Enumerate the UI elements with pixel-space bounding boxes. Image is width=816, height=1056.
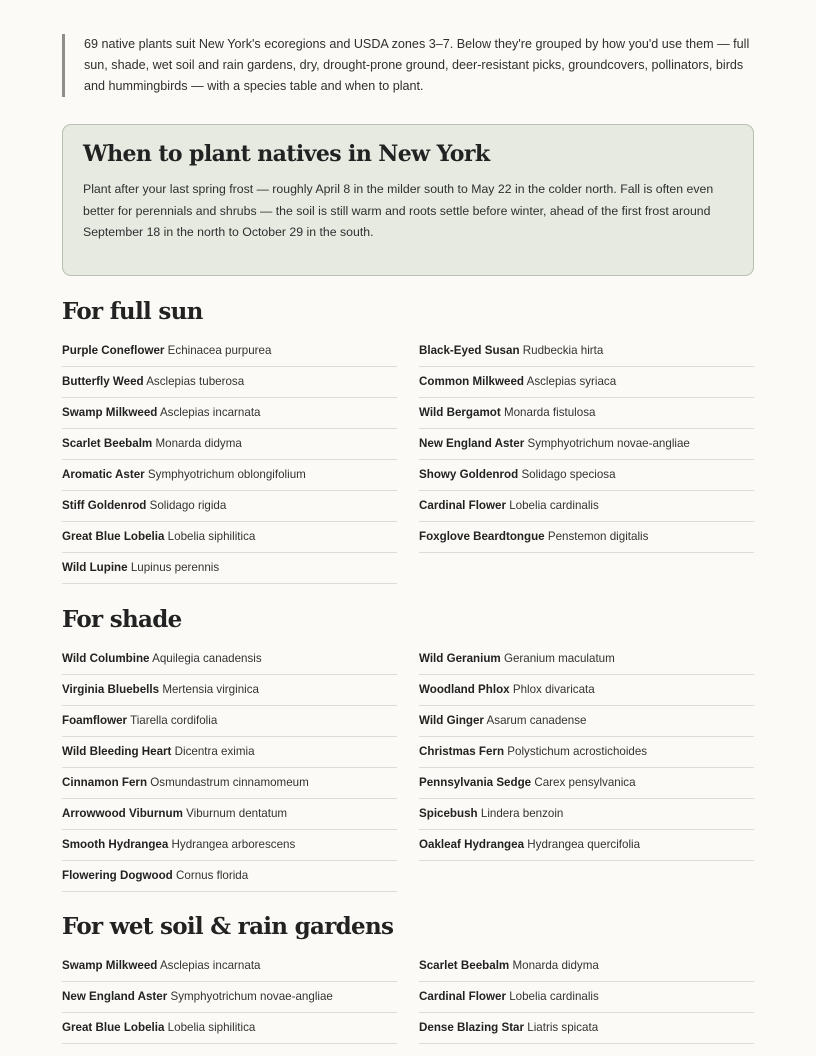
plant-common-name: Wild Columbine (62, 652, 150, 665)
plant-common-name: Foamflower (62, 714, 128, 727)
plant-list-item (62, 553, 397, 584)
plant-list-item (62, 460, 397, 491)
plant-list-item (419, 675, 754, 706)
plant-common-name: Purple Coneflower (62, 344, 165, 357)
plant-list-item (419, 706, 754, 737)
plant-common-name: Oakleaf Hydrangea (419, 838, 525, 851)
planting-time-callout (62, 124, 754, 276)
plant-latin-name: Hydrangea arborescens (171, 838, 296, 851)
plant-list-item (62, 982, 397, 1013)
plant-latin-name: Symphyotrichum novae-angliae (527, 437, 690, 450)
plant-list-wet-soil (62, 951, 754, 1044)
plant-common-name: New England Aster (419, 437, 525, 450)
plant-common-name: Great Blue Lobelia (62, 1021, 165, 1034)
plant-latin-name: Penstemon digitalis (547, 530, 649, 543)
plant-list-item (62, 367, 397, 398)
plant-latin-name: Asarum canadense (486, 714, 587, 727)
plant-common-name: Arrowwood Viburnum (62, 807, 183, 820)
plant-common-name: Butterfly Weed (62, 375, 144, 388)
plant-latin-name: Dicentra eximia (174, 745, 255, 758)
plant-list-item (419, 429, 754, 460)
plant-list-item (419, 951, 754, 982)
plant-common-name: Cardinal Flower (419, 990, 506, 1003)
plant-common-name: Wild Geranium (419, 652, 501, 665)
plant-common-name: Smooth Hydrangea (62, 838, 169, 851)
plant-common-name: Christmas Fern (419, 745, 505, 758)
plant-list-item (62, 398, 397, 429)
plant-latin-name: Viburnum dentatum (186, 807, 288, 820)
plant-list-item (62, 644, 397, 675)
plant-latin-name: Aquilegia canadensis (152, 652, 262, 665)
plant-list-item (419, 367, 754, 398)
plant-latin-name: Asclepias incarnata (159, 406, 261, 419)
plant-common-name: Woodland Phlox (419, 683, 510, 696)
planting-time-title: When to plant natives in New York (83, 141, 490, 167)
plant-common-name: Scarlet Beebalm (62, 437, 153, 450)
plant-common-name: Cinnamon Fern (62, 776, 148, 789)
plant-latin-name: Monarda didyma (155, 437, 242, 450)
plant-latin-name: Asclepias syriaca (526, 375, 617, 388)
plant-common-name: Swamp Milkweed (62, 959, 158, 972)
plant-list-item (62, 491, 397, 522)
section-title-shade: For shade (62, 606, 182, 633)
plant-list-item (62, 675, 397, 706)
plant-latin-name: Cornus florida (176, 869, 249, 882)
plant-list-item (62, 830, 397, 861)
plant-common-name: Dense Blazing Star (419, 1021, 525, 1034)
plant-common-name: Wild Bergamot (419, 406, 501, 419)
plant-latin-name: Hydrangea quercifolia (527, 838, 641, 851)
plant-latin-name: Symphyotrichum oblongifolium (147, 468, 306, 481)
section-title-wet-soil: For wet soil & rain gardens (62, 913, 394, 940)
plant-list-item (62, 706, 397, 737)
section-full-sun (62, 298, 754, 584)
plant-common-name: Wild Bleeding Heart (62, 745, 172, 758)
plant-latin-name: Polystichum acrostichoides (507, 745, 648, 758)
planting-time-body: Plant after your last spring frost — roughly April 8 in the milder south to May 22 in the colder north. Fall is often even better for perennials and shrubs — the soil is still warm and roots settle before winter, ahead of the first frost around September 18 in the north to October 29 in the south. (83, 182, 714, 239)
plant-list-item (62, 799, 397, 830)
plant-latin-name: Geranium maculatum (503, 652, 615, 665)
plant-latin-name: Osmundastrum cinnamomeum (150, 776, 309, 789)
plant-list-item (419, 830, 754, 861)
plant-common-name: Cardinal Flower (419, 499, 506, 512)
plant-latin-name: Rudbeckia hirta (522, 344, 604, 357)
plant-latin-name: Echinacea purpurea (167, 344, 272, 357)
plant-list-item (419, 522, 754, 553)
plant-latin-name: Carex pensylvanica (534, 776, 636, 789)
plant-latin-name: Asclepias tuberosa (146, 375, 245, 388)
plant-common-name: Flowering Dogwood (62, 869, 173, 882)
plant-latin-name: Solidago rigida (149, 499, 227, 512)
plant-list-item (62, 737, 397, 768)
plant-common-name: Wild Lupine (62, 561, 128, 574)
plant-common-name: Aromatic Aster (62, 468, 145, 481)
plant-list-item (419, 336, 754, 367)
plant-common-name: Common Milkweed (419, 375, 525, 388)
plant-list-item (419, 460, 754, 491)
section-title-full-sun: For full sun (62, 298, 203, 325)
plant-list-item (419, 398, 754, 429)
plant-common-name: Foxglove Beardtongue (419, 530, 545, 543)
plant-list-item (419, 644, 754, 675)
plant-latin-name: Solidago speciosa (521, 468, 616, 481)
plant-common-name: Scarlet Beebalm (419, 959, 510, 972)
plant-common-name: Virginia Bluebells (62, 683, 160, 696)
intro-quote: 69 native plants suit New York's ecoregions and USDA zones 3–7. Below they're grouped by how you'd use them — full sun, shade, wet soil and rain gardens, dry, drought-prone ground, deer-resistant picks, groundcovers, pollinators, birds and hummingbirds — with a species table and when to plant. (62, 34, 764, 97)
plant-list-item (62, 861, 397, 892)
plant-list-full-sun (62, 336, 754, 584)
plant-latin-name: Phlox divaricata (512, 683, 595, 696)
plant-common-name: New England Aster (62, 990, 168, 1003)
plant-latin-name: Lobelia cardinalis (509, 990, 599, 1003)
plant-list-item (62, 522, 397, 553)
plant-latin-name: Lobelia cardinalis (509, 499, 599, 512)
plant-common-name: Pennsylvania Sedge (419, 776, 532, 789)
plant-latin-name: Tiarella cordifolia (130, 714, 218, 727)
plant-list-item (419, 768, 754, 799)
plant-latin-name: Mertensia virginica (162, 683, 259, 696)
plant-latin-name: Monarda fistulosa (503, 406, 596, 419)
plant-common-name: Stiff Goldenrod (62, 499, 147, 512)
plant-latin-name: Symphyotrichum novae-angliae (170, 990, 333, 1003)
plant-latin-name: Lindera benzoin (480, 807, 564, 820)
section-wet-soil (62, 913, 754, 1044)
plant-common-name: Wild Ginger (419, 714, 484, 727)
plant-latin-name: Lupinus perennis (130, 561, 220, 574)
plant-list-item (62, 336, 397, 367)
plant-list-shade (62, 644, 754, 892)
plant-list-item (419, 1013, 754, 1044)
plant-list-item (419, 982, 754, 1013)
plant-latin-name: Liatris spicata (527, 1021, 599, 1034)
plant-list-item (419, 737, 754, 768)
plant-common-name: Spicebush (419, 807, 478, 820)
plant-common-name: Showy Goldenrod (419, 468, 519, 481)
plant-list-item (62, 1013, 397, 1044)
plant-common-name: Great Blue Lobelia (62, 530, 165, 543)
plant-list-item (62, 429, 397, 460)
section-shade (62, 606, 754, 892)
plant-common-name: Black-Eyed Susan (419, 344, 520, 357)
plant-list-item (62, 951, 397, 982)
plant-latin-name: Asclepias incarnata (159, 959, 261, 972)
plant-list-item (62, 768, 397, 799)
plant-latin-name: Monarda didyma (512, 959, 599, 972)
plant-latin-name: Lobelia siphilitica (167, 530, 256, 543)
plant-list-item (419, 491, 754, 522)
plant-latin-name: Lobelia siphilitica (167, 1021, 256, 1034)
plant-list-item (419, 799, 754, 830)
plant-common-name: Swamp Milkweed (62, 406, 158, 419)
